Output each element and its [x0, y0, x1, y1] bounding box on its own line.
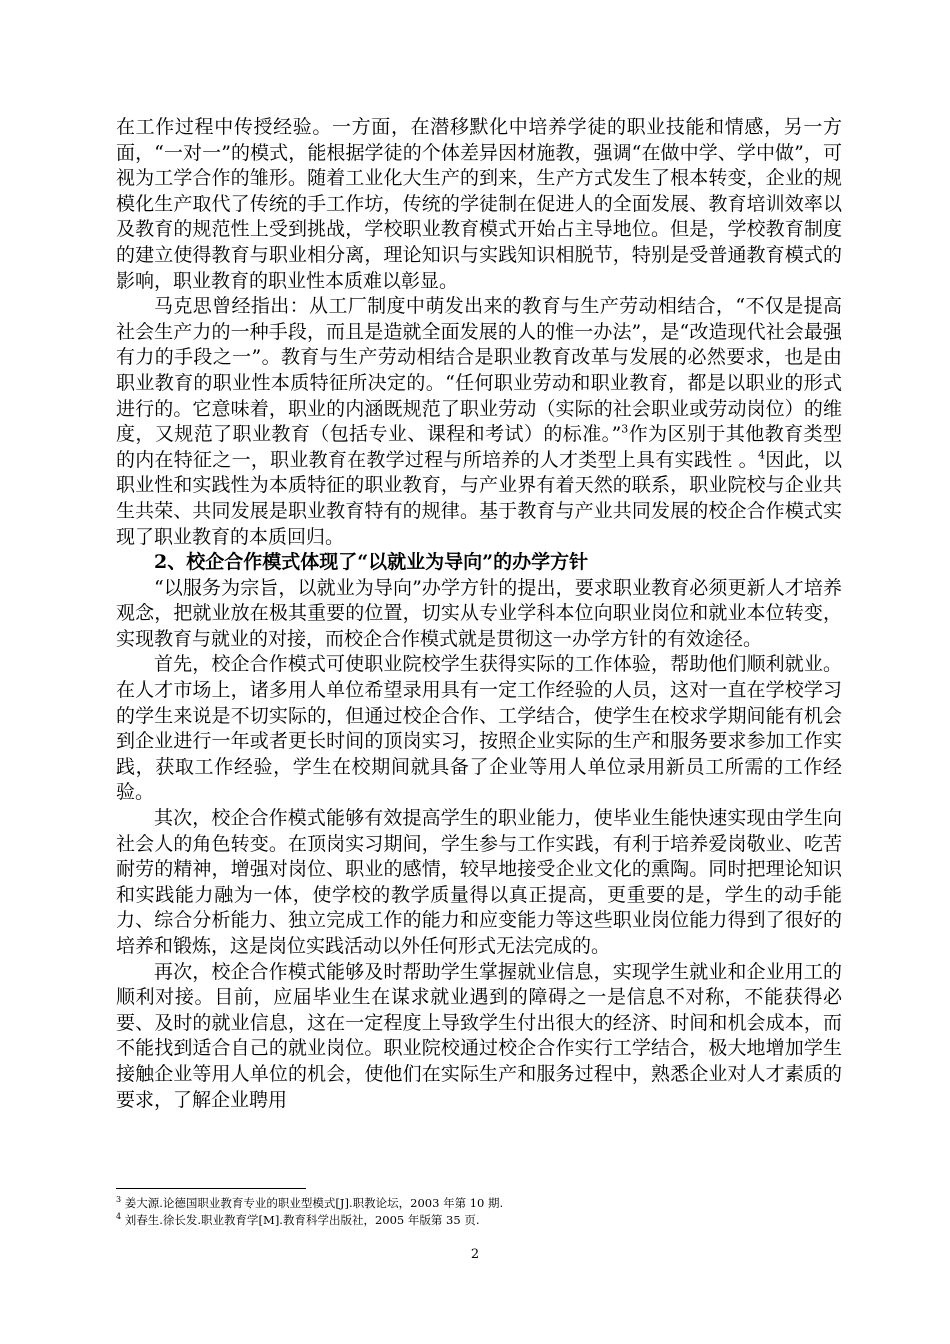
footnote-ref-3[interactable]: 3 [621, 422, 629, 436]
paragraph-2-part-2: 作为区别于其他教育类型的内在特征之一，职业教育在教学过程与所培养的人才类型上具有实践性 。 [116, 423, 842, 471]
footnote-mark: 3 [116, 1195, 122, 1205]
paragraph-2 [116, 294, 842, 550]
footnotes [116, 1195, 842, 1229]
footnote-3 [116, 1195, 842, 1212]
footnote-text: 姜大源.论德国职业教育专业的职业型模式[J].职教论坛，2003 年第 10 期. [124, 1196, 504, 1210]
footnote-text: 刘春生.徐长发.职业教育学[M].教育科学出版社，2005 年版第 35 页. [124, 1213, 480, 1227]
paragraph-1: 在工作过程中传授经验。一方面，在潜移默化中培养学徒的职业技能和情感，另一方面，“一对一”的模式，能根据学徒的个体差异因材施教，强调“在做中学、学中做”，可视为工学合作的雏形。随着工业化大生产的到来，生产方式发生了根本转变，企业的规模化生产取代了传统的手工作坊，传统的学徒制在促进人的全面发展、教育培训效率以及教育的规范性上受到挑战，学校职业教育模式开始占主导地位。但是，学校教育制度的建立使得教育与职业相分离，理论知识与实践知识相脱节，特别是受普通教育模式的影响，职业教育的职业性本质难以彰显。 [116, 116, 842, 292]
body-text [116, 115, 842, 1113]
footnote-4 [116, 1212, 842, 1229]
footnote-ref-4[interactable]: 4 [757, 448, 765, 462]
footnote-separator [116, 1188, 306, 1189]
paragraph-2-part-3: 因此，以职业性和实践性为本质特征的职业教育，与产业界有着天然的联系，职业院校与企业共生共荣、共同发展是职业教育特有的规律。基于教育与产业共同发展的校企合作模式实现了职业教育的本质回归。 [116, 448, 842, 548]
section-heading: 2、校企合作模式体现了“以就业为导向”的办学方针 [154, 551, 589, 574]
paragraph-2-part-1: 马克思曾经指出：从工厂制度中萌发出来的教育与生产劳动相结合，“不仅是提高社会生产力的一种手段，而且是造就全面发展的人的惟一办法”，是“改造现代社会最强有力的手段之一”。教育与生产劳动相结合是职业教育改革与发展的必然要求，也是由职业教育的职业性本质特征所决定的。“任何职业劳动和职业教育，都是以职业的形式进行的。它意味着，职业的内涵既规范了职业劳动（实际的社会职业或劳动岗位）的维度，又规范了职业教育（包括专业、课程和考试）的标准。” [116, 295, 842, 446]
paragraph-3: “以服务为宗旨，以就业为导向”办学方针的提出，要求职业教育必须更新人才培养观念，把就业放在极其重要的位置，切实从专业学科本位向职业岗位和就业本位转变，实现教育与就业的对接，而校企合作模式就是贯彻这一办学方针的有效途径。 [116, 576, 842, 650]
paragraph-5: 其次，校企合作模式能够有效提高学生的职业能力，使毕业生能快速实现由学生向社会人的角色转变。在顶岗实习期间，学生参与工作实践，有利于培养爱岗敬业、吃苦耐劳的精神，增强对岗位、职业的感情，较早地接受企业文化的熏陶。同时把理论知识和实践能力融为一体，使学校的教学质量得以真正提高，更重要的是，学生的动手能力、综合分析能力、独立完成工作的能力和应变能力等这些职业岗位能力得到了很好的培养和锻炼，这是岗位实践活动以外任何形式无法完成的。 [116, 807, 842, 957]
page-number: 2 [470, 1247, 480, 1262]
paragraph-4: 首先，校企合作模式可使职业院校学生获得实际的工作体验，帮助他们顺利就业。在人才市场上，诸多用人单位希望录用具有一定工作经验的人员，这对一直在学校学习的学生来说是不切实际的，但通过校企合作、工学结合，使学生在校求学期间能有机会到企业进行一年或者更长时间的顶岗实习，按照企业实际的生产和服务要求参加工作实践，获取工作经验，学生在校期间就具备了企业等用人单位录用新员工所需的工作经验。 [116, 653, 842, 804]
footnote-mark: 4 [116, 1212, 122, 1222]
paragraph-6: 再次，校企合作模式能够及时帮助学生掌握就业信息，实现学生就业和企业用工的顺利对接。目前，应届毕业生在谋求就业遇到的障碍之一是信息不对称，不能获得必要、及时的就业信息，这在一定程度上导致学生付出很大的经济、时间和机会成本，而不能找到适合自己的就业岗位。职业院校通过校企合作实行工学结合，极大地增加学生接触企业等用人单位的机会，使他们在实际生产和服务过程中，熟悉企业对人才素质的要求，了解企业聘用 [116, 960, 842, 1111]
